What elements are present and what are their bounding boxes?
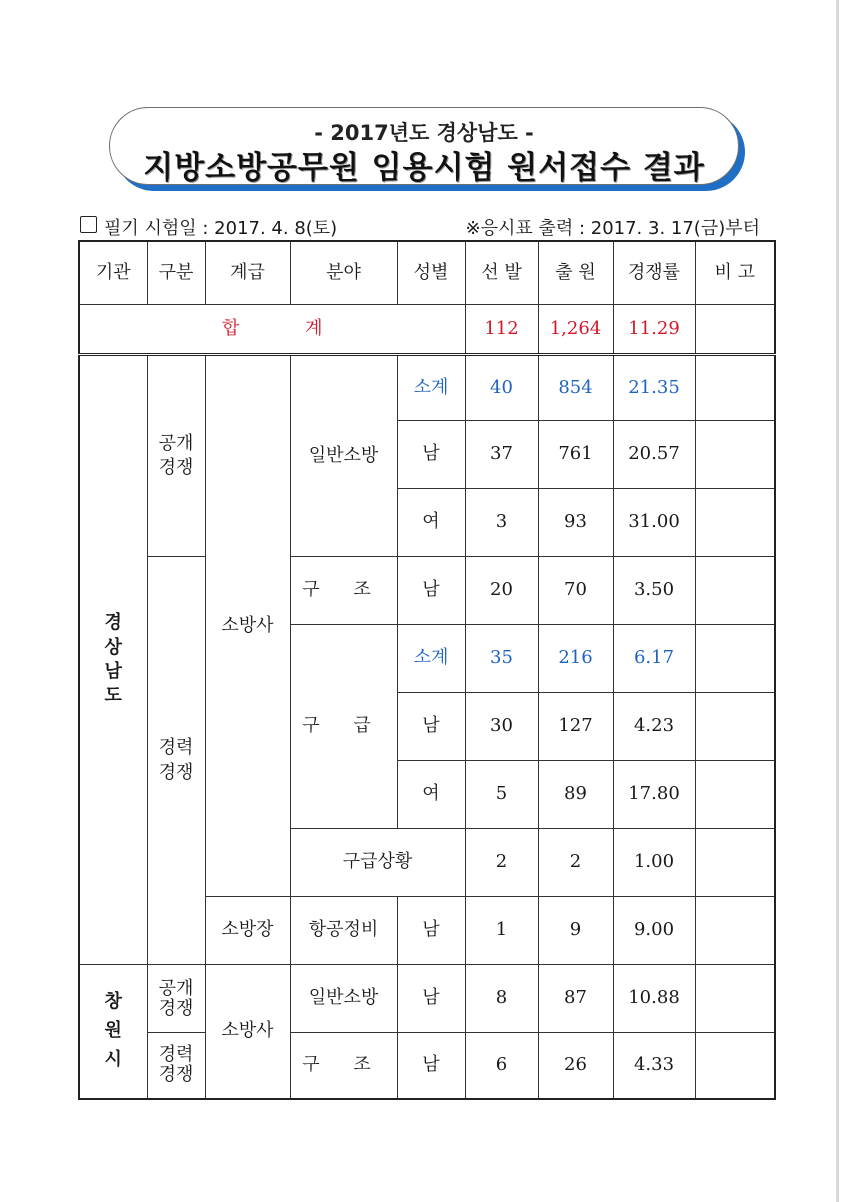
type-open: 공개 경쟁 — [147, 965, 205, 1033]
field-emergency: 구 급 — [290, 625, 397, 829]
cell-selected: 30 — [465, 693, 538, 761]
total-label: 합 계 — [79, 305, 465, 355]
cell-selected: 3 — [465, 489, 538, 557]
cell-remarks — [695, 421, 775, 489]
cell-remarks — [695, 829, 775, 897]
cell-remarks — [695, 965, 775, 1033]
cell-remarks — [695, 557, 775, 625]
cell-applied: 127 — [538, 693, 613, 761]
cell-applied: 854 — [538, 355, 613, 421]
cell-remarks — [695, 625, 775, 693]
gender-male: 남 — [397, 965, 465, 1033]
cell-ratio: 1.00 — [613, 829, 695, 897]
header-remarks: 비 고 — [695, 241, 775, 305]
cell-applied: 89 — [538, 761, 613, 829]
header-field: 분야 — [290, 241, 397, 305]
type-career: 경력 경쟁 — [147, 1033, 205, 1099]
rank-firefighter: 소방사 — [205, 355, 290, 897]
total-applied: 1,264 — [538, 305, 613, 355]
gender-subtotal: 소계 — [397, 625, 465, 693]
cell-selected: 6 — [465, 1033, 538, 1099]
scan-edge — [836, 0, 839, 1202]
cell-ratio: 9.00 — [613, 897, 695, 965]
field-rescue: 구 조 — [290, 1033, 397, 1099]
header-selected: 선 발 — [465, 241, 538, 305]
cell-ratio: 3.50 — [613, 557, 695, 625]
total-selected: 112 — [465, 305, 538, 355]
cell-remarks — [695, 897, 775, 965]
table-row — [79, 557, 775, 625]
cell-remarks — [695, 693, 775, 761]
gender-male: 남 — [397, 897, 465, 965]
title-banner — [109, 107, 739, 185]
org-changwon: 창 원 시 — [79, 965, 147, 1099]
gender-subtotal: 소계 — [397, 355, 465, 421]
cell-applied: 761 — [538, 421, 613, 489]
cell-ratio: 10.88 — [613, 965, 695, 1033]
cell-selected: 40 — [465, 355, 538, 421]
results-table — [78, 240, 776, 1100]
cell-applied: 2 — [538, 829, 613, 897]
table-row — [79, 965, 775, 1033]
field-rescue: 구 조 — [290, 557, 397, 625]
total-row — [79, 305, 775, 355]
print-date: ※응시표 출력 : 2017. 3. 17(금)부터 — [465, 218, 760, 239]
cell-remarks — [695, 489, 775, 557]
header-type: 구분 — [147, 241, 205, 305]
cell-selected: 8 — [465, 965, 538, 1033]
header-ratio: 경쟁률 — [613, 241, 695, 305]
cell-ratio: 6.17 — [613, 625, 695, 693]
header-applied: 출 원 — [538, 241, 613, 305]
cell-remarks — [695, 1033, 775, 1099]
cell-applied: 26 — [538, 1033, 613, 1099]
rank-firefighter: 소방사 — [205, 965, 290, 1099]
type-open: 공개 경쟁 — [147, 355, 205, 557]
total-remarks — [695, 305, 775, 355]
cell-applied: 87 — [538, 965, 613, 1033]
cell-applied: 216 — [538, 625, 613, 693]
cell-remarks — [695, 761, 775, 829]
cell-selected: 37 — [465, 421, 538, 489]
header-gender: 성별 — [397, 241, 465, 305]
title-year: - 2017년도 경상남도 - — [314, 121, 534, 145]
cell-selected: 35 — [465, 625, 538, 693]
page-title: 지방소방공무원 임용시험 원서접수 결과 — [143, 150, 705, 186]
cell-remarks — [695, 355, 775, 421]
cell-applied: 9 — [538, 897, 613, 965]
cell-selected: 20 — [465, 557, 538, 625]
cell-selected: 1 — [465, 897, 538, 965]
exam-date: 필기 시험일 : 2017. 4. 8(토) — [104, 218, 338, 239]
type-career: 경력 경쟁 — [147, 557, 205, 965]
gender-male: 남 — [397, 557, 465, 625]
org-gyeongnam: 경 상 남 도 — [79, 355, 147, 965]
cell-ratio: 31.00 — [613, 489, 695, 557]
gender-male: 남 — [397, 1033, 465, 1099]
total-ratio: 11.29 — [613, 305, 695, 355]
cell-ratio: 17.80 — [613, 761, 695, 829]
gender-male: 남 — [397, 693, 465, 761]
header-rank: 계급 — [205, 241, 290, 305]
cell-ratio: 20.57 — [613, 421, 695, 489]
field-emergency-situation: 구급상황 — [290, 829, 465, 897]
cell-applied: 70 — [538, 557, 613, 625]
rank-fire-chief: 소방장 — [205, 897, 290, 965]
cell-ratio: 21.35 — [613, 355, 695, 421]
cell-ratio: 4.23 — [613, 693, 695, 761]
field-general: 일반소방 — [290, 965, 397, 1033]
cell-applied: 93 — [538, 489, 613, 557]
field-aviation: 항공정비 — [290, 897, 397, 965]
checkbox-icon — [80, 216, 97, 233]
header-org: 기관 — [79, 241, 147, 305]
gender-female: 여 — [397, 489, 465, 557]
table-row — [79, 1033, 775, 1099]
cell-ratio: 4.33 — [613, 1033, 695, 1099]
info-row — [80, 214, 760, 238]
gender-female: 여 — [397, 761, 465, 829]
header-row — [79, 241, 775, 305]
field-general: 일반소방 — [290, 355, 397, 557]
table-row — [79, 355, 775, 421]
gender-male: 남 — [397, 421, 465, 489]
cell-selected: 5 — [465, 761, 538, 829]
cell-selected: 2 — [465, 829, 538, 897]
